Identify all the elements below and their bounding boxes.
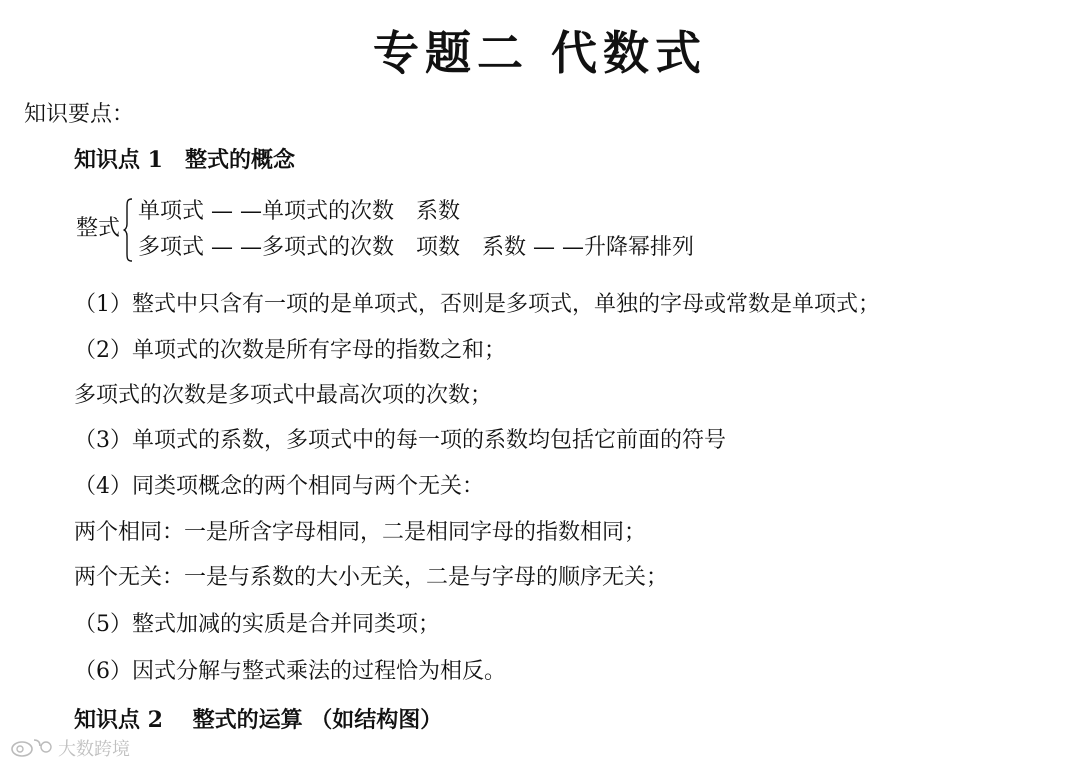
weibo-logo-icon (10, 736, 54, 758)
knowledge-point-2-heading: 知识点 2 整式的运算 （如结构图） (74, 707, 443, 733)
watermark (10, 734, 160, 760)
paragraph: 多项式的次数是多项式中最高次项的次数； (74, 383, 493, 408)
left-brace-icon (123, 198, 133, 262)
knowledge-point-1-heading: 知识点 1 整式的概念 (74, 147, 295, 173)
watermark-text: 大数跨境 (58, 739, 130, 760)
paragraph: 两个相同：一是所含字母相同，二是相同字母的指数相同； (74, 520, 647, 545)
paragraph: （5）整式加减的实质是合并同类项； (74, 612, 440, 637)
paragraph: （3）单项式的系数，多项式中的每一项的系数均包括它前面的符号 (74, 428, 726, 453)
section-label: 知识要点： (24, 102, 135, 127)
paragraph: 两个无关：一是与系数的大小无关，二是与字母的顺序无关； (74, 565, 669, 590)
polynomial-structure-diagram (76, 195, 776, 269)
page-title: 专题二 代数式 (372, 26, 707, 80)
structure-row-monomial: 单项式 — —单项式的次数 系数 (138, 199, 460, 224)
paragraph: （6）因式分解与整式乘法的过程恰为相反。 (74, 659, 506, 684)
paragraph: （4）同类项概念的两个相同与两个无关： (74, 474, 484, 499)
structure-root: 整式 (76, 216, 121, 241)
paragraph: （2）单项式的次数是所有字母的指数之和； (74, 338, 506, 363)
paragraph: （1）整式中只含有一项的是单项式，否则是多项式，单独的字母或常数是单项式； (74, 292, 880, 317)
structure-row-polynomial: 多项式 — —多项式的次数 项数 系数 — —升降幂排列 (138, 235, 694, 260)
